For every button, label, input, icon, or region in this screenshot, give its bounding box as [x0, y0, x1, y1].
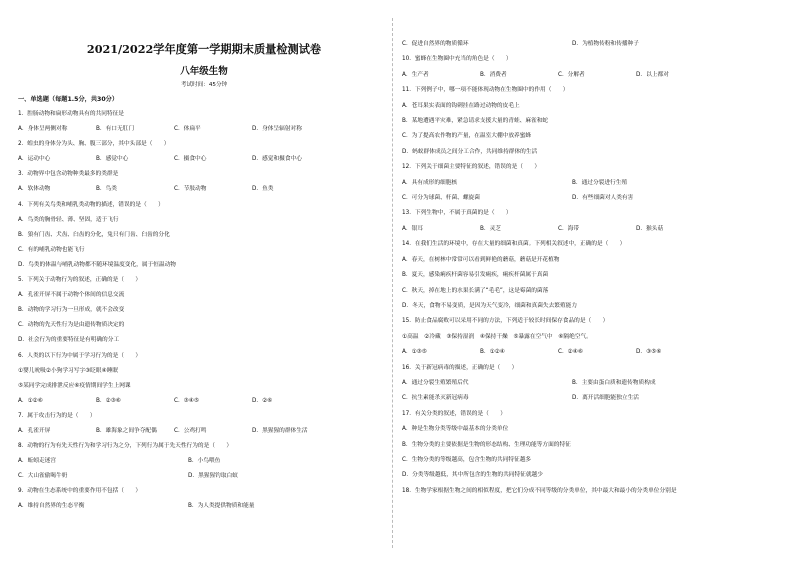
answer-option: B．小鸟喂鱼 [188, 458, 221, 465]
options-line [18, 122, 390, 137]
question-line: 1．腔肠动物和扁形动物具有的共同特征是 [18, 111, 124, 117]
options-line [402, 391, 774, 406]
question-line: 11．下列例子中，哪一项不能体现动物在生物圈中的作用（ ） [402, 87, 569, 94]
options-line [402, 68, 774, 83]
column-divider [392, 18, 393, 548]
answer-option: C．摄食中心 [174, 156, 207, 163]
question-line: 3．动物界中包含动物种类最多的类群是 [18, 171, 119, 178]
options-line [18, 182, 390, 197]
answer-option: D．鱼类 [252, 186, 274, 193]
section-heading: 一、单选题（每题1.5分，共30分） [18, 96, 119, 103]
answer-option: A．①③⑤ [402, 349, 427, 356]
answer-option: D．以上都对 [636, 71, 669, 78]
answer-option: C．大山雀偷喝牛奶 [18, 473, 68, 480]
answer-option: B．①②④ [480, 349, 505, 356]
options-line [18, 424, 390, 439]
question-line: D．冬天，食物不易变质，是因为天气变冷，细菌和真菌失去繁殖能力 [402, 302, 578, 309]
question-line: ⑤某同学完成排泄反应⑥疫情期间学生上网课 [18, 382, 131, 389]
question-line: 10．蜜蜂在生物圈中充当的角色是（ ） [402, 56, 512, 63]
exam-subject: 八年级生物 [180, 66, 228, 77]
answer-option: C．可分为球菌、杆菌、螺旋菌 [402, 195, 480, 202]
answer-option: B．雄海象之间争夺配偶 [96, 427, 157, 434]
answer-option: C．分解者 [558, 71, 585, 78]
exam-title: 2021/2022学年度第一学期期末质量检测试卷 [86, 42, 322, 56]
question-line: 16．关于新冠病毒的描述，正确的是（ ） [402, 364, 518, 371]
answer-option: C．海带 [558, 225, 580, 232]
question-line: 12．下列关于细菌主要特征的叙述，错误的是（ ） [402, 164, 541, 171]
answer-option: B．主要由蛋白质和遗传物质构成 [572, 379, 656, 386]
right-column [402, 0, 774, 499]
left-column [18, 0, 390, 515]
question-line: 14．在我们生活的环境中，存在大量的细菌和真菌。下列相关叙述中，正确的是（ ） [402, 241, 626, 248]
answer-option: A．具有成形的细胞核 [402, 179, 458, 186]
question-line: 18．生物学家根据生物之间的相似程度，把它们分成不同等级的分类单位，其中最大和最小的分类单位分别是 [402, 487, 677, 494]
answer-option: C．节肢动物 [174, 186, 207, 193]
question-line: A．苍耳果实表面的钩刺挂在路过动物的皮毛上 [402, 102, 520, 109]
question-line: C．秋天，掉在地上的水果长满了“毛毛”，这是霉菌的菌落 [402, 287, 549, 294]
options-line [18, 152, 390, 167]
options-line [18, 469, 390, 484]
question-line: C．生物分类的等级越高，包含生物的共同特征越多 [402, 456, 532, 463]
answer-option: B．②③⑥ [96, 397, 121, 404]
answer-option: A．维持自然界的生态平衡 [18, 503, 85, 510]
answer-option: D．③⑤⑥ [636, 349, 662, 356]
options-line [18, 499, 390, 514]
options-line [402, 191, 774, 206]
question-line: D．鸟类的体温与哺乳动物都不随环境温度变化，属于恒温动物 [18, 261, 176, 268]
question-line: D．社会行为的重要特征是有明确的分工 [18, 337, 120, 344]
answer-option: A．孔雀开屏 [18, 427, 51, 434]
options-line [402, 222, 774, 237]
question-line: 2．蝗虫的身体分为头、胸、腹三部分，其中头部是（ ） [18, 141, 170, 148]
question-line: 7．属于攻击行为的是（ ） [18, 412, 96, 419]
options-line [402, 345, 774, 360]
answer-option: D．有些细菌对人类有害 [572, 195, 634, 202]
answer-option: D．猴头菇 [636, 225, 664, 232]
question-line: 15．防止食品腐败可以采用不同的方法，下列适于较长时间保存食品的是（ ） [402, 318, 609, 325]
question-line: 17．有关分类的叙述，错误的是（ ） [402, 410, 506, 417]
answer-option: B．为人类提供物质和能量 [188, 503, 255, 510]
question-line: B．夏天，感染痢疾杆菌容易引发痢疾，痢疾杆菌属于真菌 [402, 272, 549, 279]
question-line: ①高温 ②冷藏 ③保持湿润 ④保持干燥 ⑤暴露在空气中 ⑥隔绝空气。 [402, 333, 592, 340]
question-line: 8．动物的行为有先天性行为和学习行为之分，下列行为属于先天性行为的是（ ） [18, 443, 233, 450]
options-line [18, 454, 390, 469]
answer-option: C．③④⑤ [174, 397, 199, 404]
question-line: C．动物的先天性行为是由遗传物质决定的 [18, 322, 125, 329]
answer-option: B．有口无肛门 [96, 126, 135, 133]
question-line: 4．下列有关鸟类和哺乳类动物的描述，错误的是（ ） [18, 201, 164, 208]
answer-option: A．运动中心 [18, 156, 51, 163]
exam-time: 考试时间：45分钟 [180, 82, 228, 88]
answer-option: D．离开活细胞能独立生活 [572, 395, 639, 402]
question-line: D．蚂蚁群体成员之间分工合作，共同维持群体的生活 [402, 148, 538, 155]
answer-option: C．抗生素能杀灭新冠病毒 [402, 395, 469, 402]
question-line: C．为了提高农作物的产量，在温室大棚中放养蜜蜂 [402, 133, 532, 140]
answer-option: B．灵芝 [480, 225, 501, 232]
answer-option: A．身体呈两侧对称 [18, 126, 68, 133]
right-question-list [402, 37, 774, 499]
answer-option: C．公鸡打鸣 [174, 427, 207, 434]
answer-option: A．生产者 [402, 71, 429, 78]
question-line: A．孔雀开屏不属于动物个体间的信息交流 [18, 292, 125, 299]
question-line: B．动物的学习行为一旦形成，就不会改变 [18, 307, 125, 314]
answer-option: B．鸟类 [96, 186, 117, 193]
question-line: B．某地遭遇平灾难，紧急请求支援大量的青蛙、麻雀和蛇 [402, 118, 549, 125]
answer-option: D．黑猩猩钓取白蚁 [188, 473, 238, 480]
question-line: D．分类等级越低，其中所包含的生物的共同特征就越少 [402, 472, 543, 479]
question-line: A．鸟类的胸骨轻、薄、坚固，适于飞行 [18, 216, 119, 223]
answer-option: A．蚯蚓走迷宫 [18, 458, 57, 465]
answer-option: C．促进自然界的物质循环 [402, 41, 469, 47]
left-question-list [18, 107, 390, 515]
question-line: B．狼有门齿、犬齿、臼齿的分化，兔只有门齿、臼齿的分化 [18, 231, 170, 238]
answer-option: D．为植物传粉和传播种子 [572, 41, 639, 47]
answer-option: D．②⑥ [252, 397, 273, 404]
answer-option: A．①②⑥ [18, 397, 43, 404]
answer-option: B．消费者 [480, 71, 507, 78]
answer-option: C．②④⑥ [558, 349, 583, 356]
options-line [402, 376, 774, 391]
options-line [402, 176, 774, 191]
answer-option: D．黑猩猩的群体生活 [252, 427, 308, 434]
answer-option: C．体扁平 [174, 126, 201, 133]
question-line: A．种是生物分类等级中最基本的分类单位 [402, 426, 509, 433]
answer-option: A．软体动物 [18, 186, 51, 193]
answer-option: B．感觉中心 [96, 156, 129, 163]
question-line: 9．动物在生态系统中的重要作用不包括（ ） [18, 488, 142, 495]
answer-option: D．身体呈辐射对称 [252, 126, 302, 133]
options-line [18, 394, 390, 409]
options-line [402, 37, 774, 52]
question-line: 5．下列关于动物行为的叙述，正确的是（ ） [18, 277, 142, 284]
question-line: 13．下列生物中，不属于真菌的是（ ） [402, 210, 512, 217]
question-line: ①婴儿吮吸②小狗学习写字③眨眼④睡眠 [18, 367, 119, 374]
answer-option: D．感觉和摄食中心 [252, 156, 302, 163]
answer-option: A．银耳 [402, 225, 423, 232]
question-line: B．生物分类的主要依据是生物的形态结构、生理功能等方面的特征 [402, 441, 571, 448]
question-line: A．春天，在树林中常常可以看到鲜艳的蘑菇，蘑菇是开花植物 [402, 256, 560, 263]
question-line: 6．人类的以下行为中属于学习行为的是（ ） [18, 352, 142, 359]
question-line: C．有的哺乳动物也能飞行 [18, 246, 85, 253]
answer-option: A．通过分裂生殖繁殖后代 [402, 379, 469, 386]
answer-option: B．通过分裂进行生殖 [572, 179, 628, 186]
